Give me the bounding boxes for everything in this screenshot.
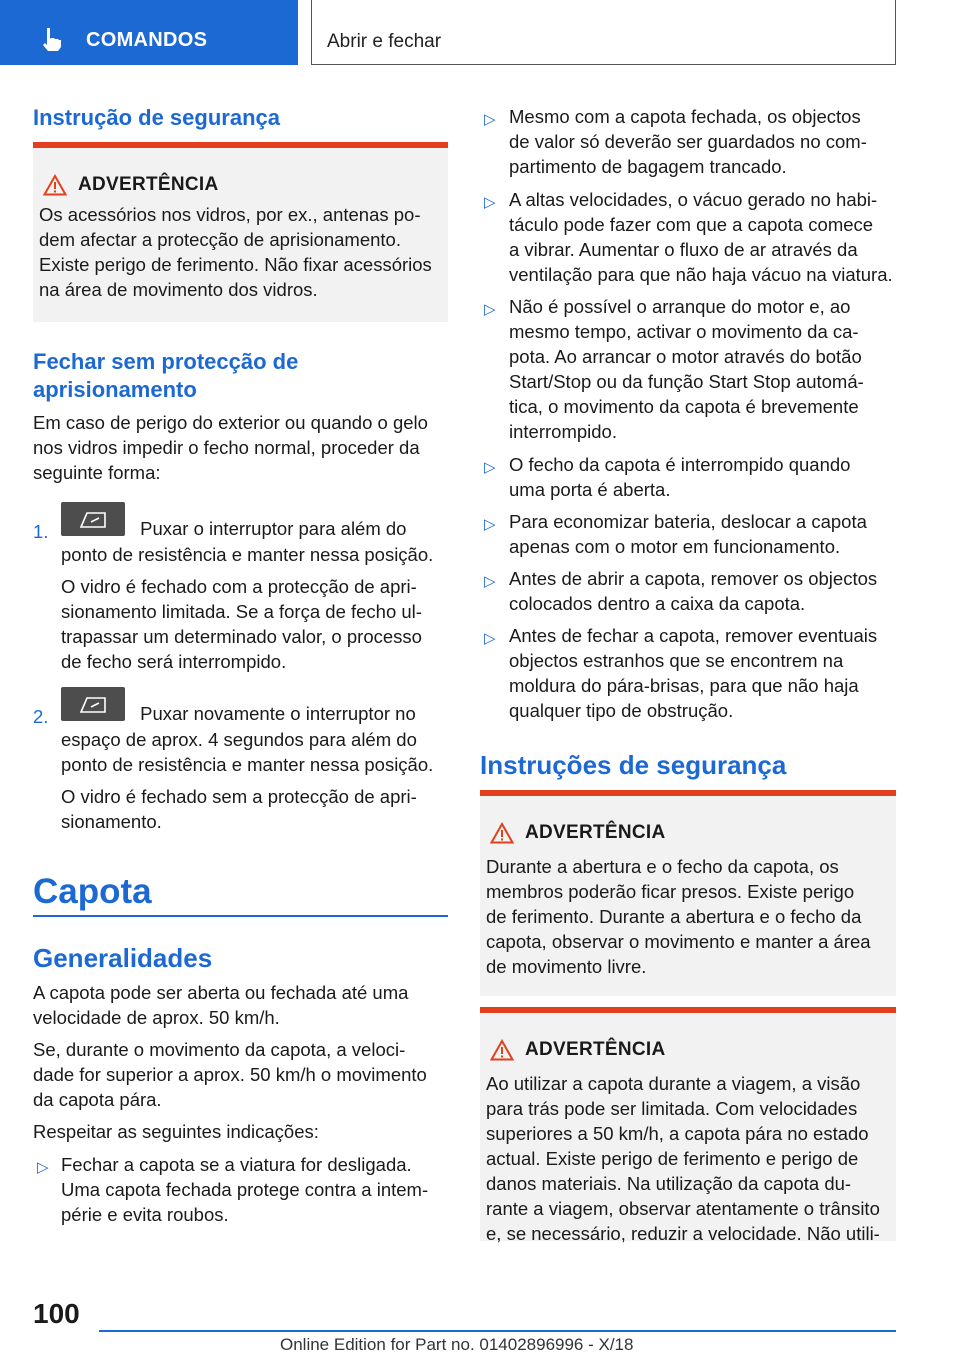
text-line: capota, observar o movimento e manter a área	[486, 931, 871, 952]
text-line: da capota pára.	[33, 1089, 162, 1110]
text-line: espaço de aprox. 4 segundos para além do	[61, 729, 417, 750]
text-line: colocados dentro a caixa da capota.	[509, 593, 806, 614]
warning-triangle-icon	[490, 822, 514, 844]
text-line: membros poderão ficar presos. Existe perigo	[486, 881, 855, 902]
text-line: Uma capota fechada protege contra a intem‐	[61, 1179, 429, 1200]
text-line: rante a viagem, observar atentamente o trânsito	[486, 1198, 880, 1219]
section-label: Abrir e fechar	[327, 31, 442, 52]
text-line: superiores a 50 km/h, a capota pára no estado	[486, 1123, 869, 1144]
text-line: Se, durante o movimento da capota, a veloci‐	[33, 1039, 406, 1060]
text-line: partimento de bagagem trancado.	[509, 156, 787, 177]
text-line: de ferimento. Durante a abertura e o fecho da	[486, 906, 862, 927]
text-line: para trás pode ser limitada. Com velocidades	[486, 1098, 858, 1119]
text-line: de fecho será interrompido.	[61, 651, 287, 672]
text-line: Para economizar bateria, deslocar a capota	[509, 511, 867, 532]
gen-paragraph-2	[33, 1037, 448, 1112]
warning-text	[486, 1071, 888, 1246]
heading-fechar	[33, 348, 298, 404]
step-1	[33, 502, 448, 682]
step-number: 2.	[33, 706, 49, 727]
text-line: a vibrar. Aumentar o fluxo de ar através da	[509, 239, 858, 260]
text-line: táculo pode fazer com que a capota comece	[509, 214, 874, 235]
hand-pointer-icon	[38, 26, 64, 52]
intro-paragraph	[33, 410, 448, 485]
heading-line: Fechar sem protecção de	[33, 349, 299, 374]
warning-triangle-icon	[43, 174, 67, 196]
triangle-bullet-icon: ▷	[484, 459, 496, 476]
heading-generalidades: Generalidades	[33, 943, 213, 973]
chapter-tab[interactable]	[0, 0, 298, 65]
warning-box-2	[480, 790, 896, 996]
gen-paragraph-1	[33, 980, 448, 1030]
text-line: ponto de resistência e manter nessa posição.	[61, 544, 434, 565]
text-line: sionamento limitada. Se a força de fecho ul‐	[61, 601, 422, 622]
window-switch-icon	[77, 692, 109, 716]
text-line: qualquer tipo de obstrução.	[509, 700, 734, 721]
text-line: Não é possível o arranque do motor e, ao	[509, 296, 851, 317]
section-header	[311, 0, 896, 65]
text-line: actual. Existe perigo de ferimento e perigo de	[486, 1148, 859, 1169]
text-line: de valor só deverão ser guardados no com‐	[509, 131, 867, 152]
triangle-bullet-icon: ▷	[484, 301, 496, 318]
text-line: pota. Ao arrancar o motor através do botão	[509, 346, 862, 367]
window-switch-button	[61, 687, 125, 721]
triangle-bullet-icon: ▷	[484, 194, 496, 211]
text-line: dade for superior a aprox. 50 km/h o movimento	[33, 1064, 427, 1085]
heading-line: aprisionamento	[33, 377, 197, 402]
text-line: moldura do pára-brisas, para que não haja	[509, 675, 859, 696]
text-line: tica, o movimento da capota é brevemente	[509, 396, 859, 417]
gen-paragraph-3: Respeitar as seguintes indicações:	[33, 1121, 319, 1142]
text-line: de movimento livre.	[486, 956, 647, 977]
text-line: na área de movimento dos vidros.	[39, 279, 318, 300]
text-line: danos materiais. Na utilização da capota du‐	[486, 1173, 852, 1194]
warning-box-3	[480, 1007, 896, 1244]
text-line: Os acessórios nos vidros, por ex., antenas po‐	[39, 204, 421, 225]
text-line: A capota pode ser aberta ou fechada até uma	[33, 982, 409, 1003]
text-line: trapassar um determinado valor, o processo	[61, 626, 422, 647]
text-line: Antes de fechar a capota, remover eventuais	[509, 625, 878, 646]
triangle-bullet-icon: ▷	[484, 516, 496, 533]
text-line: ventilação para que não haja vácuo na viatura.	[509, 264, 893, 285]
heading-instrucoes: Instruções de segurança	[480, 750, 787, 780]
step-number: 1.	[33, 521, 49, 542]
text-line: Ao utilizar a capota durante a viagem, a visão	[486, 1073, 861, 1094]
text-line: ponto de resistência e manter nessa posição.	[61, 754, 434, 775]
text-line: O vidro é fechado com a protecção de apri‐	[61, 576, 417, 597]
text-line: O vidro é fechado sem a protecção de apri‐	[61, 786, 417, 807]
text-line: interrompido.	[509, 421, 617, 442]
text-line: Start/Stop ou da função Start Stop automá‐	[509, 371, 864, 392]
triangle-bullet-icon: ▷	[37, 1159, 49, 1176]
step-2	[33, 687, 448, 837]
page-number: 100	[33, 1298, 80, 1329]
triangle-bullet-icon: ▷	[484, 573, 496, 590]
window-switch-icon	[77, 507, 109, 531]
footer-rule	[99, 1330, 896, 1332]
text-line: Existe perigo de ferimento. Não fixar acessórios	[39, 254, 432, 275]
warning-title: ADVERTÊNCIA	[78, 174, 219, 195]
text-line: apenas com o motor em funcionamento.	[509, 536, 841, 557]
text-line: Durante a abertura e o fecho da capota, os	[486, 856, 839, 877]
triangle-bullet-icon: ▷	[484, 111, 496, 128]
triangle-bullet-icon: ▷	[484, 630, 496, 647]
step-text: Puxar o interruptor para além do	[140, 518, 407, 539]
text-line: sionamento.	[61, 811, 162, 832]
text-line: A altas velocidades, o vácuo gerado no habi‐	[509, 189, 878, 210]
text-line: dem afectar a protecção de aprisionamento.	[39, 229, 401, 250]
text-line: seguinte forma:	[33, 462, 161, 483]
text-line: velocidade de aprox. 50 km/h.	[33, 1007, 280, 1028]
text-line: uma porta é aberta.	[509, 479, 671, 500]
text-line: nos vidros impedir o fecho normal, proceder da	[33, 437, 420, 458]
warning-text	[486, 854, 888, 979]
text-line: O fecho da capota é interrompido quando	[509, 454, 851, 475]
warning-text	[39, 202, 440, 302]
text-line: Mesmo com a capota fechada, os objectos	[509, 106, 861, 127]
chapter-label: COMANDOS	[86, 29, 208, 51]
heading-instrucao: Instrução de segurança	[33, 105, 280, 130]
text-line: objectos estranhos que se encontrem na	[509, 650, 844, 671]
text-line: mesmo tempo, activar o movimento da ca‐	[509, 321, 859, 342]
text-line: Fechar a capota se a viatura for desligada.	[61, 1154, 412, 1175]
step-text: Puxar novamente o interruptor no	[140, 703, 416, 724]
warning-triangle-icon	[490, 1039, 514, 1061]
text-line: périe e evita roubos.	[61, 1204, 229, 1225]
text-line: Antes de abrir a capota, remover os objectos	[509, 568, 878, 589]
section-rule	[33, 915, 448, 917]
heading-capota: Capota	[33, 872, 152, 911]
warning-title: ADVERTÊNCIA	[525, 822, 666, 843]
text-line: Em caso de perigo do exterior ou quando o gelo	[33, 412, 428, 433]
warning-box-1	[33, 142, 448, 322]
window-switch-button	[61, 502, 125, 536]
edition-text: Online Edition for Part no. 01402896996 - X/18	[280, 1335, 634, 1354]
text-line: e, se necessário, reduzir a velocidade. Não utili‐	[486, 1223, 880, 1244]
warning-title: ADVERTÊNCIA	[525, 1039, 666, 1060]
